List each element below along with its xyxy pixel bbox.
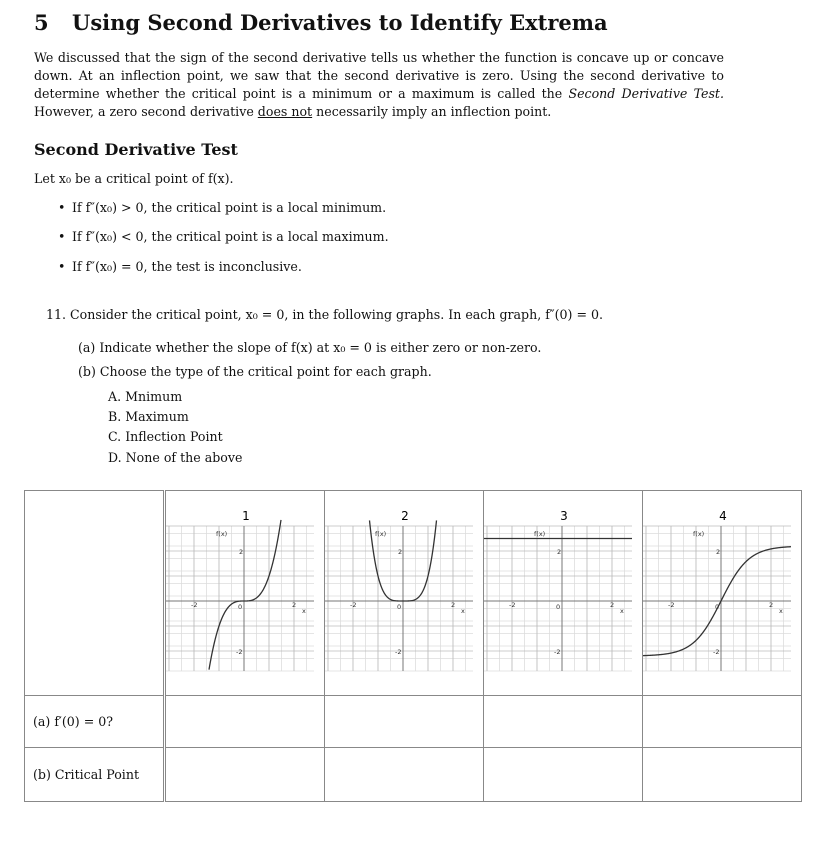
graph-3 — [484, 491, 642, 691]
tick-label: 2 — [610, 601, 615, 609]
answer-cell-b1[interactable] — [165, 748, 325, 802]
test-heading: Second Derivative Test — [34, 140, 238, 159]
graph-number: 3 — [560, 509, 568, 523]
graph-number: 2 — [401, 509, 409, 523]
row-b-label: (b) Critical Point — [25, 748, 165, 802]
test-let-line: Let x₀ be a critical point of f(x). — [34, 171, 234, 186]
graph-number: 1 — [242, 509, 250, 523]
intro-term: Second Derivative Test. — [568, 86, 724, 101]
intro-paragraph — [34, 49, 724, 121]
answer-cell-b2[interactable] — [325, 748, 484, 802]
graph-number: 4 — [719, 509, 727, 523]
x-axis-label: x — [620, 607, 624, 615]
tick-label: 2 — [769, 601, 774, 609]
tick-label: 2 — [239, 548, 244, 556]
tick-label: 2 — [398, 548, 403, 556]
answer-cell-a4[interactable] — [643, 696, 802, 748]
question-text: 11. Consider the critical point, x₀ = 0, in the following graphs. In each graph, f″(0) = 0. — [46, 307, 604, 322]
intro-text-1: We discussed that the sign of the second derivative tells us whether the function is concave up or concave down. At an inflection point, we saw that the second derivative is zero. Using the second derivative to determine whether the critical point is a minimum or a maximum is called the — [34, 50, 724, 101]
question-part-b: (b) Choose the type of the critical point for each graph. — [78, 364, 432, 379]
option-d: D. None of the above — [108, 450, 243, 465]
bullet-item: • If f″(x₀) > 0, the critical point is a local minimum. — [58, 200, 387, 215]
bullet-text: If f″(x₀) > 0, the critical point is a local minimum. — [72, 200, 387, 215]
answer-cell-a3[interactable] — [484, 696, 643, 748]
y-axis-label: f(x) — [693, 530, 705, 538]
bullet-text: If f″(x₀) < 0, the critical point is a local maximum. — [72, 229, 389, 244]
graph-4 — [643, 491, 801, 691]
bullet-text: If f″(x₀) = 0, the test is inconclusive. — [72, 259, 302, 274]
empty-header-cell — [25, 491, 165, 696]
tick-label: 2 — [451, 601, 456, 609]
bullet-item: • If f″(x₀) = 0, the test is inconclusive. — [58, 259, 302, 274]
graph-cell-2 — [325, 491, 484, 696]
tick-label: -2 — [668, 601, 675, 609]
x-axis-label: x — [302, 607, 306, 615]
bullet-item: • If f″(x₀) < 0, the critical point is a local maximum. — [58, 229, 389, 244]
tick-label: -2 — [395, 648, 402, 656]
y-axis-label: f(x) — [534, 530, 546, 538]
tick-label: 0 — [397, 603, 402, 611]
answer-cell-a2[interactable] — [325, 696, 484, 748]
intro-text-2: However, a zero second derivative — [34, 104, 254, 119]
graph-1 — [166, 491, 324, 691]
answer-cell-a1[interactable] — [165, 696, 325, 748]
y-axis-label: f(x) — [216, 530, 228, 538]
option-a: A. Mnimum — [108, 389, 183, 404]
tick-label: -2 — [236, 648, 243, 656]
tick-label: 2 — [557, 548, 562, 556]
row-a-label: (a) f′(0) = 0? — [25, 696, 165, 748]
graph-cell-1 — [165, 491, 325, 696]
x-axis-label: x — [779, 607, 783, 615]
tick-label: -2 — [191, 601, 198, 609]
x-axis-label: x — [461, 607, 465, 615]
tick-label: -2 — [554, 648, 561, 656]
tick-label: 2 — [716, 548, 721, 556]
tick-label: 0 — [556, 603, 561, 611]
graph-cell-4 — [643, 491, 802, 696]
graph-cell-3 — [484, 491, 643, 696]
option-b: B. Maximum — [108, 409, 189, 424]
section-number: 5 — [34, 10, 49, 35]
y-axis-label: f(x) — [375, 530, 387, 538]
tick-label: -2 — [509, 601, 516, 609]
answer-table — [24, 490, 802, 802]
option-c: C. Inflection Point — [108, 429, 223, 444]
function-curve — [209, 520, 281, 670]
graph-2 — [325, 491, 483, 691]
question-part-a: (a) Indicate whether the slope of f(x) at x₀ = 0 is either zero or non-zero. — [78, 340, 542, 355]
intro-underline: does not — [257, 104, 313, 119]
answer-cell-b3[interactable] — [484, 748, 643, 802]
answer-cell-b4[interactable] — [643, 748, 802, 802]
tick-label: -2 — [350, 601, 357, 609]
tick-label: 0 — [715, 603, 720, 611]
tick-label: -2 — [713, 648, 720, 656]
tick-label: 2 — [292, 601, 297, 609]
section-title: Using Second Derivatives to Identify Extrema — [72, 10, 608, 35]
tick-label: 0 — [238, 603, 243, 611]
intro-text-3: necessarily imply an inflection point. — [316, 104, 552, 119]
